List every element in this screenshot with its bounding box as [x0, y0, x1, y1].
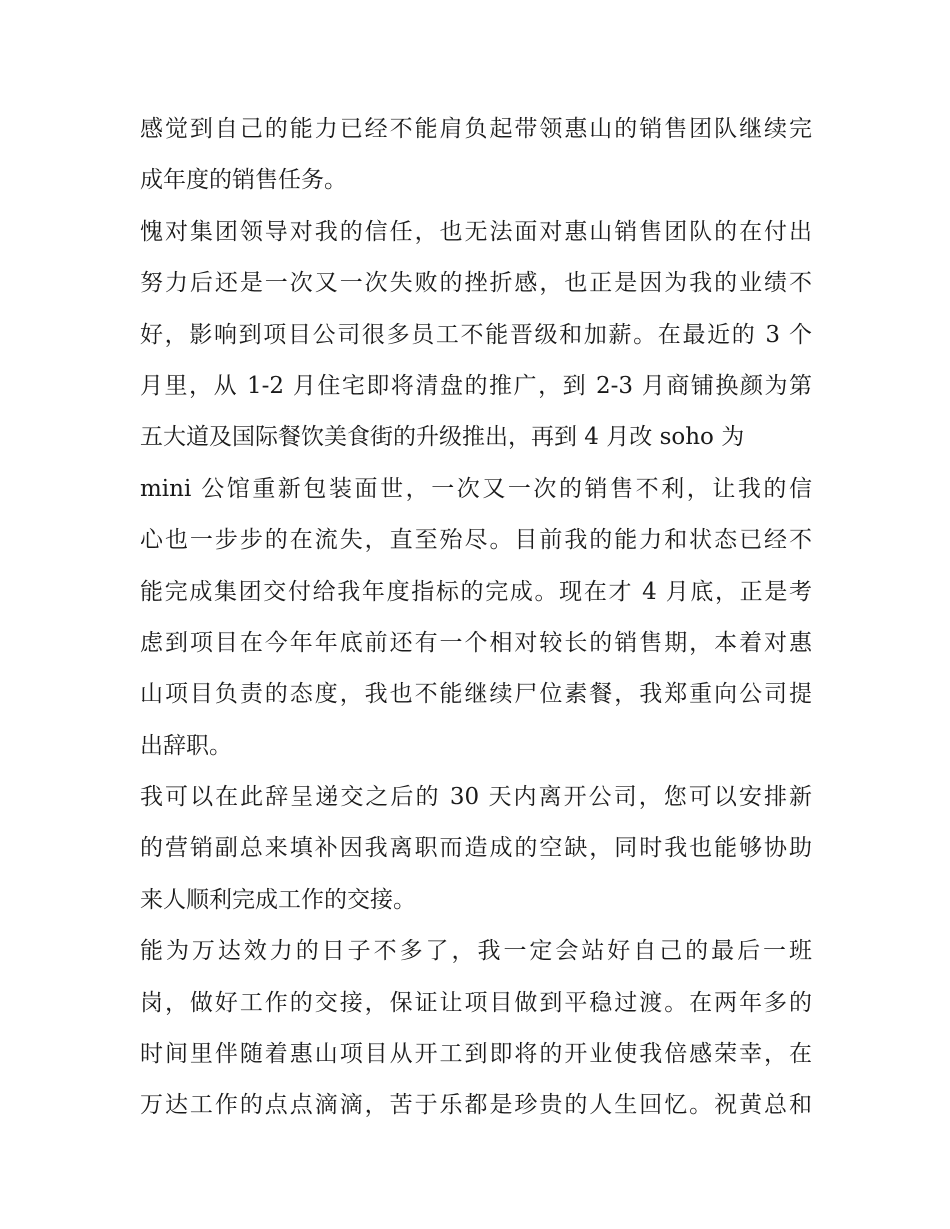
text-line: 的营销副总来填补因我离职而造成的空缺，同时我也能够协助 — [140, 835, 812, 862]
text-line: 感觉到自己的能力已经不能肩负起带领惠山的销售团队继续完 — [140, 116, 812, 142]
text-line: 时间里伴随着惠山项目从开工到即将的开业使我倍感荣幸，在 — [140, 1041, 812, 1068]
text-line: 努力后还是一次又一次失败的挫折感，也正是因为我的业绩不 — [140, 270, 812, 297]
text-line: 愧对集团领导对我的信任，也无法面对惠山销售团队的在付出 — [140, 218, 812, 245]
text-line: 出辞职。 — [140, 732, 232, 759]
text-line: 五大道及国际餐饮美食街的升级推出，再到 4 月改 soho 为 — [140, 424, 745, 451]
text-line: 心也一步步的在流失，直至殆尽。目前我的能力和状态已经不 — [140, 527, 812, 554]
letter-body — [140, 104, 812, 1132]
text-line: 来人顺利完成工作的交接。 — [140, 886, 416, 913]
text-line: 成年度的销售任务。 — [140, 167, 347, 194]
text-line: 岗，做好工作的交接，保证让项目做到平稳过渡。在两年多的 — [140, 989, 812, 1016]
text-line: 能为万达效力的日子不多了，我一定会站好自己的最后一班 — [140, 938, 812, 965]
text-line: 能完成集团交付给我年度指标的完成。现在才 4 月底，正是考 — [140, 578, 812, 605]
text-line: 万达工作的点点滴滴，苦于乐都是珍贵的人生回忆。祝黄总和 — [140, 1092, 812, 1119]
text-line: 虑到项目在今年年底前还有一个相对较长的销售期，本着对惠 — [140, 629, 812, 656]
text-line: mini 公馆重新包装面世，一次又一次的销售不利，让我的信 — [140, 475, 812, 502]
text-line: 好，影响到项目公司很多员工不能晋级和加薪。在最近的 3 个 — [140, 321, 812, 348]
text-line: 山项目负责的态度，我也不能继续尸位素餐，我郑重向公司提 — [140, 681, 812, 708]
text-line: 月里，从 1-2 月住宅即将清盘的推广，到 2-3 月商铺换颜为第 — [140, 372, 812, 399]
text-line: 我可以在此辞呈递交之后的 30 天内离开公司，您可以安排新 — [140, 784, 812, 811]
